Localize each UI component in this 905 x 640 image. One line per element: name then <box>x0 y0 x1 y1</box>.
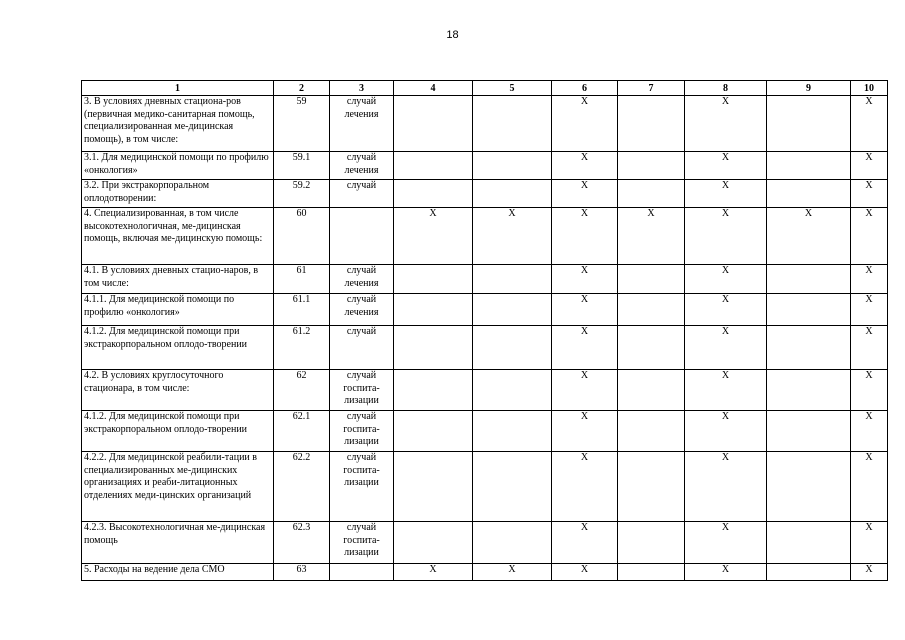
mark-cell-col-5 <box>473 294 552 326</box>
mark-cell-col-10: X <box>851 522 888 564</box>
row-code-cell: 59.1 <box>274 152 330 180</box>
mark-cell-col-6: X <box>552 522 618 564</box>
mark-cell-col-10: X <box>851 370 888 411</box>
row-code-cell: 61 <box>274 265 330 294</box>
mark-cell-col-8: X <box>685 152 767 180</box>
mark-cell-col-7 <box>618 564 685 581</box>
mark-cell-col-8: X <box>685 411 767 452</box>
table-body <box>82 96 888 581</box>
mark-cell-col-9 <box>767 96 851 152</box>
mark-cell-col-9 <box>767 294 851 326</box>
mark-cell-col-5 <box>473 180 552 208</box>
column-header-6: 6 <box>552 81 618 96</box>
row-code-cell: 59.2 <box>274 180 330 208</box>
mark-cell-col-7 <box>618 265 685 294</box>
row-unit-cell: случай лечения <box>330 96 394 152</box>
mark-cell-col-7 <box>618 294 685 326</box>
mark-cell-col-6: X <box>552 452 618 522</box>
mark-cell-col-4 <box>394 96 473 152</box>
mark-cell-col-8: X <box>685 564 767 581</box>
row-code-cell: 59 <box>274 96 330 152</box>
row-unit-cell: случай госпита-лизации <box>330 522 394 564</box>
mark-cell-col-5 <box>473 370 552 411</box>
mark-cell-col-8: X <box>685 96 767 152</box>
mark-cell-col-10: X <box>851 152 888 180</box>
column-header-9: 9 <box>767 81 851 96</box>
mark-cell-col-8: X <box>685 265 767 294</box>
mark-cell-col-4 <box>394 411 473 452</box>
table-row <box>82 411 888 452</box>
mark-cell-col-9 <box>767 180 851 208</box>
row-name-cell: 4.1.2. Для медицинской помощи при экстракорпоральном оплодо-творении <box>82 326 274 370</box>
row-name-cell: 4.1. В условиях дневных стацио-наров, в том числе: <box>82 265 274 294</box>
mark-cell-col-9 <box>767 564 851 581</box>
mark-cell-col-10: X <box>851 411 888 452</box>
mark-cell-col-5 <box>473 265 552 294</box>
row-unit-cell: случай лечения <box>330 294 394 326</box>
row-name-cell: 3.2. При экстракорпоральном оплодотворении: <box>82 180 274 208</box>
mark-cell-col-9: X <box>767 208 851 265</box>
row-name-cell: 4.1.2. Для медицинской помощи при экстракорпоральном оплодо-творении <box>82 411 274 452</box>
row-unit-cell: случай лечения <box>330 152 394 180</box>
mark-cell-col-10: X <box>851 326 888 370</box>
mark-cell-col-7 <box>618 522 685 564</box>
mark-cell-col-10: X <box>851 180 888 208</box>
mark-cell-col-6: X <box>552 370 618 411</box>
row-code-cell: 62.3 <box>274 522 330 564</box>
column-header-2: 2 <box>274 81 330 96</box>
mark-cell-col-7 <box>618 452 685 522</box>
row-unit-cell: случай <box>330 326 394 370</box>
column-header-1: 1 <box>82 81 274 96</box>
mark-cell-col-5 <box>473 452 552 522</box>
mark-cell-col-7 <box>618 96 685 152</box>
row-name-cell: 4.2.3. Высокотехнологичная ме-дицинская помощь <box>82 522 274 564</box>
mark-cell-col-7 <box>618 180 685 208</box>
row-code-cell: 63 <box>274 564 330 581</box>
mark-cell-col-5 <box>473 152 552 180</box>
mark-cell-col-8: X <box>685 452 767 522</box>
column-header-8: 8 <box>685 81 767 96</box>
row-code-cell: 62 <box>274 370 330 411</box>
row-unit-cell: случай <box>330 180 394 208</box>
table-row <box>82 294 888 326</box>
row-code-cell: 61.1 <box>274 294 330 326</box>
row-unit-cell <box>330 564 394 581</box>
data-table <box>81 80 888 581</box>
mark-cell-col-8: X <box>685 370 767 411</box>
mark-cell-col-4 <box>394 370 473 411</box>
mark-cell-col-9 <box>767 370 851 411</box>
column-header-4: 4 <box>394 81 473 96</box>
table-row <box>82 152 888 180</box>
mark-cell-col-4 <box>394 265 473 294</box>
row-name-cell: 5. Расходы на ведение дела СМО <box>82 564 274 581</box>
column-header-10: 10 <box>851 81 888 96</box>
mark-cell-col-10: X <box>851 265 888 294</box>
column-header-3: 3 <box>330 81 394 96</box>
row-name-cell: 3.1. Для медицинской помощи по профилю «онкология» <box>82 152 274 180</box>
mark-cell-col-5 <box>473 411 552 452</box>
mark-cell-col-8: X <box>685 522 767 564</box>
column-header-7: 7 <box>618 81 685 96</box>
mark-cell-col-6: X <box>552 326 618 370</box>
mark-cell-col-4 <box>394 326 473 370</box>
row-code-cell: 61.2 <box>274 326 330 370</box>
page-number: 18 <box>446 29 459 41</box>
mark-cell-col-4 <box>394 452 473 522</box>
table-row <box>82 180 888 208</box>
mark-cell-col-6: X <box>552 564 618 581</box>
table-row <box>82 326 888 370</box>
mark-cell-col-9 <box>767 326 851 370</box>
mark-cell-col-9 <box>767 265 851 294</box>
row-name-cell: 4. Специализированная, в том числе высокотехнологичная, ме-дицинская помощь, включая ме-дицинскую помощь: <box>82 208 274 265</box>
column-header-5: 5 <box>473 81 552 96</box>
table-row <box>82 265 888 294</box>
table-row <box>82 370 888 411</box>
mark-cell-col-8: X <box>685 326 767 370</box>
mark-cell-col-7: X <box>618 208 685 265</box>
row-name-cell: 4.2. В условиях круглосуточного стационара, в том числе: <box>82 370 274 411</box>
mark-cell-col-5: X <box>473 564 552 581</box>
mark-cell-col-6: X <box>552 208 618 265</box>
row-code-cell: 62.1 <box>274 411 330 452</box>
row-name-cell: 4.1.1. Для медицинской помощи по профилю «онкология» <box>82 294 274 326</box>
mark-cell-col-6: X <box>552 265 618 294</box>
table-row <box>82 522 888 564</box>
row-name-cell: 3. В условиях дневных стациона-ров (первичная медико-санитарная помощь, специализированная ме-дицинская помощь), в том числе: <box>82 96 274 152</box>
table-row <box>82 208 888 265</box>
mark-cell-col-4 <box>394 294 473 326</box>
mark-cell-col-8: X <box>685 208 767 265</box>
mark-cell-col-7 <box>618 370 685 411</box>
mark-cell-col-10: X <box>851 564 888 581</box>
mark-cell-col-7 <box>618 411 685 452</box>
table-row <box>82 96 888 152</box>
mark-cell-col-4 <box>394 522 473 564</box>
mark-cell-col-9 <box>767 452 851 522</box>
mark-cell-col-6: X <box>552 180 618 208</box>
mark-cell-col-6: X <box>552 411 618 452</box>
mark-cell-col-5 <box>473 96 552 152</box>
mark-cell-col-6: X <box>552 294 618 326</box>
row-unit-cell: случай лечения <box>330 265 394 294</box>
row-unit-cell <box>330 208 394 265</box>
mark-cell-col-9 <box>767 152 851 180</box>
mark-cell-col-9 <box>767 411 851 452</box>
row-unit-cell: случай госпита-лизации <box>330 452 394 522</box>
mark-cell-col-4 <box>394 152 473 180</box>
mark-cell-col-7 <box>618 152 685 180</box>
row-code-cell: 62.2 <box>274 452 330 522</box>
row-unit-cell: случай госпита-лизации <box>330 411 394 452</box>
table-row <box>82 564 888 581</box>
mark-cell-col-10: X <box>851 96 888 152</box>
mark-cell-col-10: X <box>851 452 888 522</box>
table-header-row <box>82 81 888 96</box>
mark-cell-col-9 <box>767 522 851 564</box>
mark-cell-col-5 <box>473 326 552 370</box>
row-code-cell: 60 <box>274 208 330 265</box>
mark-cell-col-8: X <box>685 294 767 326</box>
mark-cell-col-5: X <box>473 208 552 265</box>
mark-cell-col-6: X <box>552 152 618 180</box>
row-name-cell: 4.2.2. Для медицинской реабили-тации в специализированных ме-дицинских организациях и реаби-литационных отделениях меди-цинских организаций <box>82 452 274 522</box>
mark-cell-col-7 <box>618 326 685 370</box>
mark-cell-col-4: X <box>394 208 473 265</box>
row-unit-cell: случай госпита-лизации <box>330 370 394 411</box>
mark-cell-col-10: X <box>851 208 888 265</box>
mark-cell-col-6: X <box>552 96 618 152</box>
mark-cell-col-8: X <box>685 180 767 208</box>
mark-cell-col-10: X <box>851 294 888 326</box>
table-row <box>82 452 888 522</box>
mark-cell-col-5 <box>473 522 552 564</box>
mark-cell-col-4 <box>394 180 473 208</box>
mark-cell-col-4: X <box>394 564 473 581</box>
